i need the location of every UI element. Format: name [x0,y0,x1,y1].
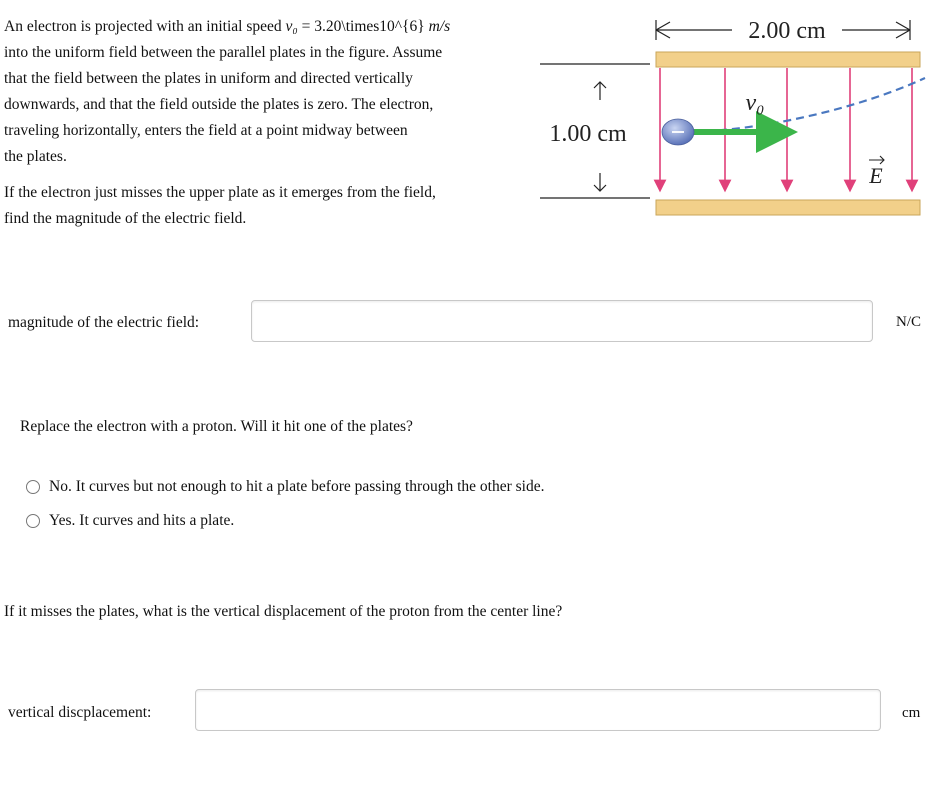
displacement-label: vertical discplacement: [8,704,152,721]
electric-field-label: magnitude of the electric field: [8,314,200,331]
question-line-2: into the uniform field between the parallel plates in the figure. Assume [4,44,443,61]
field-label: E [869,163,883,188]
question-line-8: find the magnitude of the electric field. [4,210,247,227]
lower-plate [656,200,920,215]
proton-question: Replace the electron with a proton. Will it hit one of the plates? [20,418,413,435]
radio-no[interactable] [26,480,40,494]
option-no-label: No. It curves but not enough to hit a plate before passing through the other side. [49,478,545,495]
option-yes-label: Yes. It curves and hits a plate. [49,512,235,529]
width-dimension [656,18,910,44]
radio-yes[interactable] [26,514,40,528]
field-label-group [868,156,884,188]
trajectory-path [680,78,925,132]
speed-unit: m/s [428,18,451,35]
question-line-3: that the field between the plates in uniform and directed vertically [4,70,413,87]
question-line-6: the plates. [4,148,67,165]
displacement-question: If it misses the plates, what is the vertical displacement of the proton from the center line? [4,603,563,620]
displacement-unit: cm [902,705,921,721]
upper-plate [656,52,920,67]
velocity-label: v₀ [745,90,765,116]
height-label: 1.00 cm [549,121,627,147]
height-dimension [540,64,650,198]
question-line-4: downwards, and that the field outside the plates is zero. The electron, [4,96,434,113]
v0-symbol: v₀ [285,18,298,35]
question-line-1: An electron is projected with an initial speed v₀ = 3.20\times10^{6} m/s [4,18,451,35]
width-label: 2.00 cm [748,18,826,44]
electron [662,119,694,145]
option-no[interactable] [26,478,544,496]
question-line-7: If the electron just misses the upper plate as it emerges from the field, [4,184,436,201]
electric-field-input[interactable] [251,300,873,342]
parallel-plates-figure [530,8,935,223]
option-yes[interactable] [26,512,234,530]
question-line-5: traveling horizontally, enters the field at a point midway between [4,122,408,139]
electric-field-unit: N/C [896,314,922,330]
displacement-input[interactable] [195,689,881,731]
question-text [4,14,524,232]
